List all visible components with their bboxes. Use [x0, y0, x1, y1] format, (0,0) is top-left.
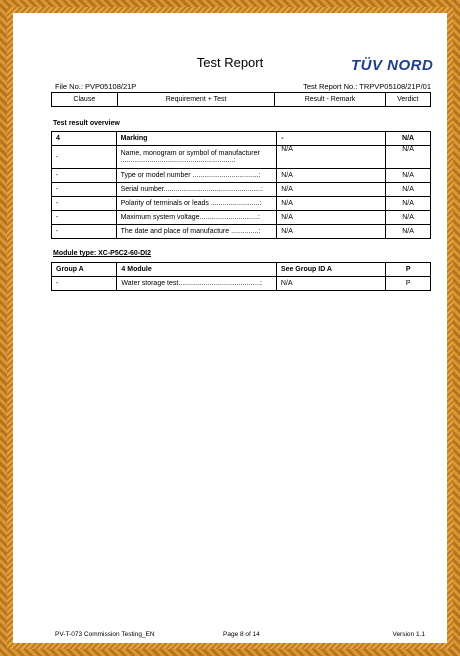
cell-verdict: N/A: [386, 169, 431, 183]
cell-result: N/A: [277, 169, 386, 183]
cell-requirement: Water storage test..........................................:: [117, 277, 277, 291]
document-page: [13, 13, 447, 643]
file-number: File No.: PVP05108/21P: [55, 82, 137, 91]
overview-table: [51, 131, 431, 239]
header-requirement: Requirement + Test: [117, 93, 275, 107]
cell-clause: -: [52, 146, 117, 169]
table-row: [52, 197, 431, 211]
cell-clause: -: [52, 197, 117, 211]
header-clause: Clause: [52, 93, 118, 107]
table-row: [52, 225, 431, 239]
table-row: [52, 183, 431, 197]
column-header-table: [51, 92, 431, 107]
cell-verdict: N/A: [386, 132, 431, 146]
header-verdict: Verdict: [385, 93, 430, 107]
cell-verdict: N/A: [386, 211, 431, 225]
cell-clause: -: [52, 183, 117, 197]
cell-requirement: Serial number..................................................:: [116, 183, 277, 197]
tuv-nord-logo: [351, 53, 433, 79]
overview-head-row: [52, 132, 431, 146]
module-head-row: [52, 263, 431, 277]
cell-verdict: N/A: [386, 183, 431, 197]
table-row: [52, 146, 431, 169]
cell-verdict: N/A: [386, 197, 431, 211]
cell-result: See Group ID A: [276, 263, 385, 277]
cell-verdict: P: [386, 263, 431, 277]
cell-result: N/A: [277, 225, 386, 239]
cell-requirement: The date and place of manufacture ..............:: [116, 225, 277, 239]
overview-label: Test result overview: [53, 120, 120, 127]
cell-requirement: Maximum system voltage..............................:: [116, 211, 277, 225]
table-row: [52, 277, 431, 291]
module-type-label: Module type: XC-P5C2-60-DI2: [53, 250, 152, 257]
header-row: [52, 93, 431, 107]
cell-verdict: P: [386, 277, 431, 291]
cell-verdict: N/A: [386, 146, 431, 169]
cell-result: N/A: [276, 277, 385, 291]
footer-page-number: Page 8 of 14: [223, 631, 260, 638]
cell-requirement: Type or model number ..................................:: [116, 169, 277, 183]
header-result: Result - Remark: [275, 93, 385, 107]
footer-document-id: PV-T-073 Commission Testing_EN: [55, 631, 155, 638]
cell-requirement: Marking: [116, 132, 277, 146]
cell-result: N/A: [277, 183, 386, 197]
cell-clause: Group A: [52, 263, 117, 277]
module-table: [51, 262, 431, 291]
cell-clause: -: [52, 169, 117, 183]
cell-requirement: 4 Module: [117, 263, 277, 277]
cell-clause: -: [52, 211, 117, 225]
page-title: Test Report: [196, 55, 264, 70]
cell-clause: 4: [52, 132, 117, 146]
cell-clause: -: [52, 225, 117, 239]
cell-result: N/A: [277, 146, 386, 169]
cell-clause: -: [52, 277, 117, 291]
report-number: Test Report No.: TRPVP05108/21P/01: [303, 82, 431, 91]
logo-text: TÜV NORD: [351, 57, 434, 74]
cell-requirement: Name, monogram or symbol of manufacturer ..........................................................:: [116, 146, 277, 169]
cell-result: N/A: [277, 211, 386, 225]
table-row: [52, 169, 431, 183]
footer-version: Version 1.1: [392, 631, 425, 638]
cell-requirement: Polarity of terminals or leads .........................:: [116, 197, 277, 211]
table-row: [52, 211, 431, 225]
cell-verdict: N/A: [386, 225, 431, 239]
cell-result: -: [277, 132, 386, 146]
cell-result: N/A: [277, 197, 386, 211]
